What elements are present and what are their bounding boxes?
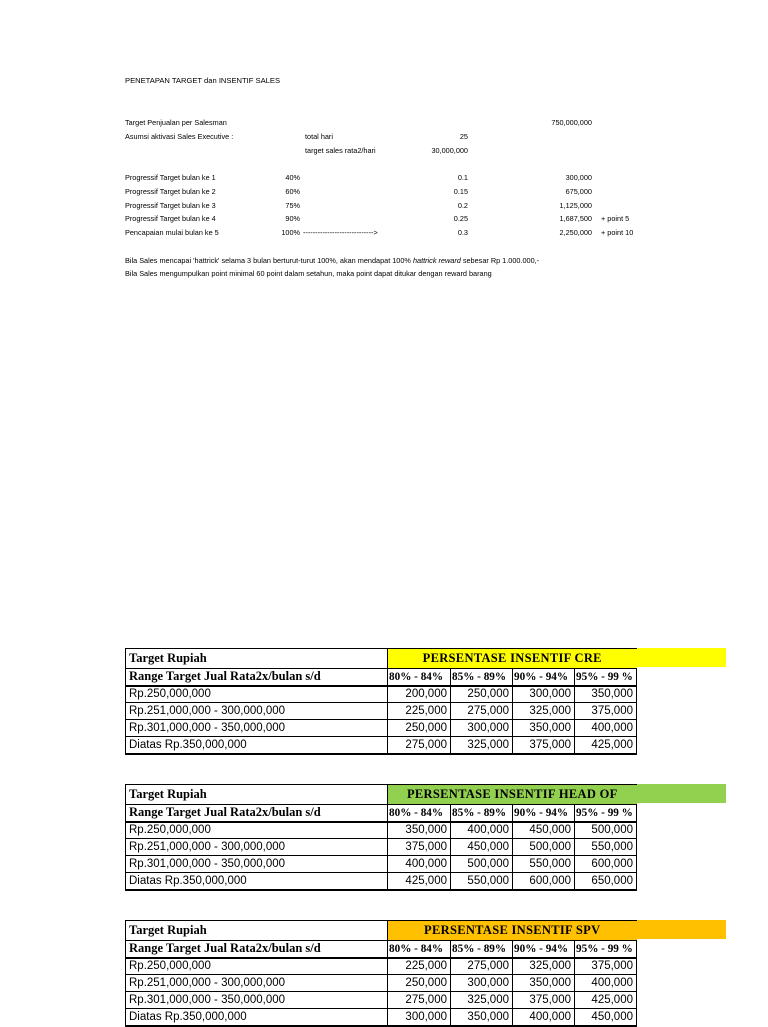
col-header: 90% - 94% [513,941,575,958]
cell-value: 425,000 [388,873,451,890]
band-extension [636,784,726,803]
cell-value: 400,000 [451,822,513,839]
progress-pct: 75% [285,201,300,210]
cell-value: 300,000 [388,1009,451,1026]
target-label: Target Penjualan per Salesman [125,118,227,127]
row-label: Rp.251,000,000 - 300,000,000 [126,839,388,856]
cell-value: 375,000 [388,839,451,856]
progress-point: + point 10 [601,228,634,237]
row-label: Rp.251,000,000 - 300,000,000 [126,703,388,720]
sub-label: Range Target Jual Rata2x/bulan s/d [126,941,388,958]
table-row [126,958,637,975]
cell-value: 375,000 [575,958,637,975]
band-title: PERSENTASE INSENTIF SPV [388,921,637,941]
cell-value: 400,000 [575,975,637,992]
insentif-table-head [125,784,637,891]
progress-factor: 0.1 [457,173,468,182]
row-label: Rp.250,000,000 [126,822,388,839]
row-label: Rp.301,000,000 - 350,000,000 [126,856,388,873]
note-hattrick-c: sebesar Rp 1.000.000,- [462,256,540,265]
cell-value: 600,000 [513,873,575,890]
row-label: Diatas Rp.350,000,000 [126,737,388,754]
progress-factor: 0.25 [453,214,468,223]
table-row [126,1009,637,1026]
col-header: 80% - 84% [388,941,451,958]
cell-value: 375,000 [513,737,575,754]
asumsi-label: Asumsi aktivasi Sales Executive : [125,132,234,141]
col-header: 95% - 99 % [575,805,637,822]
cell-value: 375,000 [513,992,575,1009]
col-header: 95% - 99 % [575,941,637,958]
row-label: Rp.251,000,000 - 300,000,000 [126,975,388,992]
progress-pct: 100% [281,228,300,237]
cell-value: 400,000 [513,1009,575,1026]
table-row [126,703,637,720]
progress-label: Pencapaian mulai bulan ke 5 [125,228,219,237]
cell-value: 400,000 [575,720,637,737]
cell-value: 300,000 [513,686,575,703]
cell-value: 250,000 [388,975,451,992]
table-row [126,839,637,856]
table-row [126,975,637,992]
cell-value: 275,000 [451,703,513,720]
note-hattrick-a: Bila Sales mencapai 'hattrick' selama 3 bulan berturut-turut 100%, akan mendapat 100% [125,256,411,265]
sub-label: Range Target Jual Rata2x/bulan s/d [126,805,388,822]
progress-label: Progressif Target bulan ke 3 [125,201,216,210]
progress-factor: 0.2 [457,201,468,210]
band-title: PERSENTASE INSENTIF CRE [388,649,637,669]
col-header: 95% - 99 % [575,669,637,686]
cell-value: 600,000 [575,856,637,873]
row-label: Diatas Rp.350,000,000 [126,1009,388,1026]
cell-value: 325,000 [451,992,513,1009]
note-hattrick-b: hattrick reward [412,256,461,265]
col-header: 85% - 89% [451,669,513,686]
cell-value: 425,000 [575,992,637,1009]
total-hari-label: total hari [305,132,333,141]
target-value: 750,000,000 [551,118,592,127]
note-point: Bila Sales mengumpulkan point minimal 60 point dalam setahun, maka point dapat ditukar dengan reward barang [125,269,492,278]
header-label: Target Rupiah [126,785,388,805]
header-label: Target Rupiah [126,921,388,941]
progress-amount: 675,000 [565,187,592,196]
cell-value: 325,000 [513,958,575,975]
progress-label: Progressif Target bulan ke 1 [125,173,216,182]
table-row [126,992,637,1009]
cell-value: 500,000 [451,856,513,873]
cell-value: 250,000 [388,720,451,737]
progress-pct: 40% [285,173,300,182]
cell-value: 275,000 [388,992,451,1009]
rata-label: target sales rata2/hari [305,146,376,155]
progress-factor: 0.3 [457,228,468,237]
col-header: 90% - 94% [513,669,575,686]
cell-value: 450,000 [575,1009,637,1026]
cell-value: 400,000 [388,856,451,873]
cell-value: 500,000 [513,839,575,856]
col-header: 90% - 94% [513,805,575,822]
cell-value: 650,000 [575,873,637,890]
insentif-table-cre [125,648,637,755]
progress-factor: 0.15 [453,187,468,196]
cell-value: 225,000 [388,703,451,720]
cell-value: 500,000 [575,822,637,839]
cell-value: 350,000 [513,975,575,992]
table-row [126,873,637,890]
rata-value: 30,000,000 [431,146,468,155]
row-label: Rp.250,000,000 [126,686,388,703]
cell-value: 450,000 [513,822,575,839]
cell-value: 300,000 [451,720,513,737]
progress-pct: 60% [285,187,300,196]
cell-value: 375,000 [575,703,637,720]
progress-label: Progressif Target bulan ke 4 [125,214,216,223]
progress-pct: 90% [285,214,300,223]
cell-value: 450,000 [451,839,513,856]
insentif-table-spv [125,920,637,1027]
table-row [126,856,637,873]
cell-value: 350,000 [451,1009,513,1026]
cell-value: 250,000 [451,686,513,703]
cell-value: 275,000 [451,958,513,975]
cell-value: 325,000 [451,737,513,754]
cell-value: 275,000 [388,737,451,754]
row-label: Rp.301,000,000 - 350,000,000 [126,720,388,737]
sub-label: Range Target Jual Rata2x/bulan s/d [126,669,388,686]
progress-label: Progressif Target bulan ke 2 [125,187,216,196]
header-label: Target Rupiah [126,649,388,669]
band-extension [636,920,726,939]
cell-value: 200,000 [388,686,451,703]
row-label: Diatas Rp.350,000,000 [126,873,388,890]
row-label: Rp.250,000,000 [126,958,388,975]
cell-value: 550,000 [575,839,637,856]
progress-arrow: -----------------------------> [303,228,378,237]
col-header: 80% - 84% [388,805,451,822]
cell-value: 350,000 [575,686,637,703]
table-row [126,737,637,754]
band-extension [636,648,726,667]
cell-value: 350,000 [388,822,451,839]
table-row [126,686,637,703]
progress-amount: 1,125,000 [559,201,592,210]
progress-amount: 2,250,000 [559,228,592,237]
progress-amount: 1,687,500 [559,214,592,223]
row-label: Rp.301,000,000 - 350,000,000 [126,992,388,1009]
page-title: PENETAPAN TARGET dan INSENTIF SALES [125,76,281,85]
progress-amount: 300,000 [565,173,592,182]
col-header: 85% - 89% [451,941,513,958]
cell-value: 550,000 [451,873,513,890]
table-row [126,720,637,737]
cell-value: 550,000 [513,856,575,873]
cell-value: 300,000 [451,975,513,992]
col-header: 80% - 84% [388,669,451,686]
band-title: PERSENTASE INSENTIF HEAD OF [388,785,637,805]
total-hari-value: 25 [459,132,468,141]
cell-value: 350,000 [513,720,575,737]
progress-point: + point 5 [601,214,630,223]
cell-value: 425,000 [575,737,637,754]
cell-value: 225,000 [388,958,451,975]
note-hattrick [125,256,539,266]
col-header: 85% - 89% [451,805,513,822]
table-row [126,822,637,839]
cell-value: 325,000 [513,703,575,720]
